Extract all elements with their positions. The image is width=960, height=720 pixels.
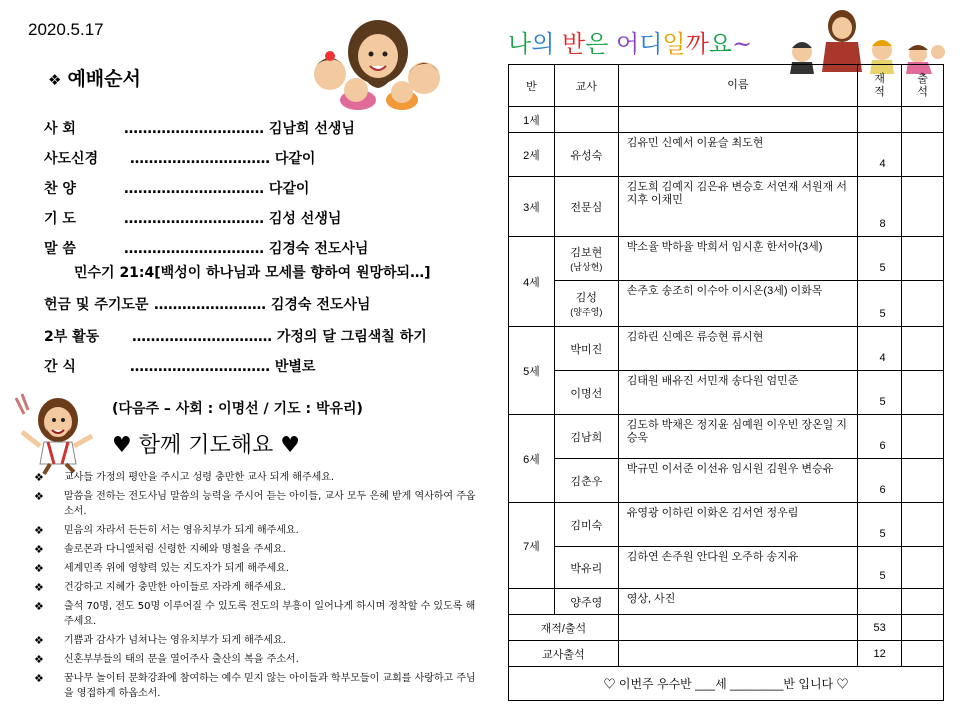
class-children-names: 김유민 신예서 이윤슬 최도현	[618, 133, 857, 177]
class-enrolled-count: 5	[858, 547, 902, 589]
title-char: 까	[685, 30, 709, 58]
order-value: 김경숙 전도사님	[270, 297, 371, 313]
prayer-text: 신혼부부들의 태의 문을 열어주사 출산의 복을 주소서.	[64, 654, 299, 665]
order-row-praise	[44, 178, 309, 198]
class-ban: 6세	[509, 415, 555, 503]
order-dots: …………………………	[130, 151, 270, 167]
class-teacher	[554, 547, 618, 589]
summary-label: 교사출석	[509, 641, 619, 667]
teacher-name: 전문심	[570, 201, 603, 214]
summary-spacer	[618, 641, 857, 667]
class-teacher	[554, 177, 618, 237]
title-char: 일	[662, 30, 686, 58]
order-dots: …………………………	[132, 329, 272, 345]
class-children-names	[618, 107, 857, 133]
prayer-text: 말씀을 전하는 전도사님 말씀의 능력을 주시어 듣는 아이들, 교사 모두 은혜 받게 역사하여 주옵소서.	[64, 491, 476, 517]
class-ban-empty	[509, 589, 555, 615]
order-label: 말 씀	[44, 241, 76, 257]
title-char: 은	[585, 30, 609, 58]
order-dots: ……………………	[154, 297, 266, 313]
class-attendance-table	[508, 64, 944, 701]
class-teacher	[554, 281, 618, 327]
order-row-host	[44, 118, 355, 138]
order-label: 간 식	[44, 359, 76, 375]
class-teacher	[554, 107, 618, 133]
class-children-names: 박규민 이서준 이선유 임시원 김원우 변승유	[618, 459, 857, 503]
header-ban: 반	[509, 65, 555, 107]
order-label: 사도신경	[44, 151, 99, 167]
class-teacher	[554, 415, 618, 459]
title-char: 의	[531, 30, 555, 58]
title-char: 반	[562, 30, 586, 58]
prayer-title: ♥ 함께 기도해요 ♥	[112, 433, 300, 458]
prayer-item	[30, 580, 480, 595]
prayer-text: 꿈나무 놀이터 문화강좌에 참여하는 예수 믿지 않는 아이들과 학부모들이 교회를 사랑하고 주님을 영접하게 하옵소서.	[64, 673, 476, 699]
class-children-names: 김도희 김예지 김은유 변승호 서연재 서원재 서지후 이채민	[618, 177, 857, 237]
order-row-creed	[44, 148, 315, 168]
class-enrolled-count: 4	[858, 133, 902, 177]
class-enrolled-count: 5	[858, 237, 902, 281]
title-char	[554, 30, 562, 58]
class-ban: 5세	[509, 327, 555, 415]
class-teacher	[554, 459, 618, 503]
class-attendance-cell	[902, 371, 944, 415]
class-attendance-cell	[902, 589, 944, 615]
order-dots: …………………………	[130, 359, 270, 375]
teacher-name: 유성숙	[570, 149, 603, 162]
class-row	[509, 177, 944, 237]
header-teacher: 교사	[554, 65, 618, 107]
class-ban: 4세	[509, 237, 555, 327]
order-row-snack	[44, 356, 315, 376]
header-enrolled: 재 적	[858, 65, 902, 107]
diamond-bullet-icon: ❖	[48, 71, 62, 89]
prayer-item	[30, 561, 480, 576]
class-children-names: 손주호 송조히 이수아 이시온(3세) 이화목	[618, 281, 857, 327]
diamond-bullet-icon: ❖	[34, 471, 44, 484]
prayer-text: 세계민족 위에 영향력 있는 지도자가 되게 해주세요.	[64, 563, 290, 574]
class-ban: 2세	[509, 133, 555, 177]
order-value: 다같이	[268, 181, 310, 197]
next-week-notice: (다음주 – 사회 : 이명선 / 기도 : 박유리)	[112, 401, 363, 417]
prayer-item	[30, 523, 480, 538]
prayer-text: 건강하고 지혜가 충만한 아이들로 자라게 해주세요.	[64, 582, 286, 593]
teacher-assistant: (남상현)	[570, 262, 603, 272]
class-ban: 7세	[509, 503, 555, 589]
teacher-name: 김성	[575, 292, 597, 304]
prayer-item	[30, 489, 480, 519]
summary-label: 재적/출석	[509, 615, 619, 641]
title-char	[608, 30, 616, 58]
class-children-names: 김도하 박채은 정지윤 심예원 이우빈 장온일 지승욱	[618, 415, 857, 459]
order-value: 김성 선생님	[268, 211, 342, 227]
class-children-names: 김태원 배유진 서민재 송다원 엄민준	[618, 371, 857, 415]
title-char: 나	[508, 30, 532, 58]
order-label: 사 회	[44, 121, 76, 137]
diamond-bullet-icon: ❖	[34, 490, 44, 503]
teacher-name: 김보현	[570, 247, 603, 259]
diamond-bullet-icon: ❖	[34, 672, 44, 685]
class-row	[509, 107, 944, 133]
class-children-names: 김하린 신예은 류승현 류시현	[618, 327, 857, 371]
prayer-item	[30, 470, 480, 485]
class-teacher	[554, 503, 618, 547]
class-enrolled-count: 6	[858, 415, 902, 459]
order-value: 반별로	[274, 359, 316, 375]
footer-row	[509, 667, 944, 701]
class-teacher	[554, 327, 618, 371]
class-attendance-cell	[902, 107, 944, 133]
class-attendance-cell	[902, 133, 944, 177]
prayer-item	[30, 652, 480, 667]
teacher-name: 박미진	[570, 343, 603, 356]
class-attendance-cell	[902, 281, 944, 327]
class-row	[509, 547, 944, 589]
diamond-bullet-icon: ❖	[34, 600, 44, 613]
prayer-item	[30, 599, 480, 629]
order-value: 가정의 달 그림색칠 하기	[276, 329, 427, 345]
class-enrolled-count	[858, 107, 902, 133]
order-dots: …………………………	[124, 241, 264, 257]
date: 2020.5.17	[28, 20, 104, 39]
prayer-text: 출석 70명, 전도 50명 이루어질 수 있도록 전도의 부흥이 일어나게 하시며 정착할 수 있도록 해주세요.	[64, 601, 476, 627]
order-dots: …………………………	[124, 181, 264, 197]
worship-order-heading: 예배순서	[67, 68, 141, 90]
order-label: 2부 활동	[44, 329, 100, 345]
header-names: 이름	[618, 65, 857, 107]
prayer-item	[30, 671, 480, 701]
class-row	[509, 371, 944, 415]
scripture-reference: 민수기 21:4[백성이 하나님과 모세를 향하여 원망하되…]	[74, 265, 431, 281]
running-jesus-illustration	[14, 390, 100, 476]
order-row-prayer	[44, 208, 341, 228]
title-char: 디	[639, 30, 663, 58]
class-enrolled-count: 6	[858, 459, 902, 503]
order-label: 헌금 및 주기도문	[44, 297, 149, 313]
summary-value: 12	[858, 641, 902, 667]
class-children-names: 유영광 이하린 이화온 김서연 정우림	[618, 503, 857, 547]
teacher-name: 김춘우	[570, 475, 603, 488]
order-row-activity	[44, 326, 427, 346]
teacher-name: 양주영	[570, 596, 603, 609]
class-enrolled-count: 8	[858, 177, 902, 237]
order-value: 김남희 선생님	[268, 121, 355, 137]
class-row	[509, 589, 944, 615]
class-ban: 1세	[509, 107, 555, 133]
class-row	[509, 327, 944, 371]
class-enrolled-count	[858, 589, 902, 615]
order-label: 찬 양	[44, 181, 76, 197]
order-value: 다같이	[274, 151, 316, 167]
teacher-name: 이명선	[570, 387, 603, 400]
diamond-bullet-icon: ❖	[34, 634, 44, 647]
summary-spacer	[618, 615, 857, 641]
summary-attendance	[902, 615, 944, 641]
order-dots: …………………………	[124, 121, 264, 137]
summary-row	[509, 615, 944, 641]
class-enrolled-count: 5	[858, 503, 902, 547]
class-row	[509, 415, 944, 459]
class-row	[509, 133, 944, 177]
jesus-with-children-illustration	[298, 12, 456, 112]
class-row	[509, 459, 944, 503]
class-children-names: 김하연 손주원 안다원 오주하 송지유	[618, 547, 857, 589]
order-value: 김경숙 전도사님	[268, 241, 369, 257]
class-enrolled-count: 5	[858, 371, 902, 415]
class-attendance-cell	[902, 503, 944, 547]
class-attendance-cell	[902, 415, 944, 459]
diamond-bullet-icon: ❖	[34, 524, 44, 537]
best-class-footer: ♡ 이번주 우수반 ___세 ________반 입니다 ♡	[509, 667, 944, 701]
order-row-offering	[44, 294, 370, 314]
summary-row	[509, 641, 944, 667]
class-children-names: 박소율 박하율 박희서 임시훈 한서아(3세)	[618, 237, 857, 281]
class-attendance-cell	[902, 327, 944, 371]
teacher-name: 김남희	[570, 431, 603, 444]
class-row	[509, 281, 944, 327]
class-teacher	[554, 589, 618, 615]
title-char: 어	[616, 30, 640, 58]
summary-attendance	[902, 641, 944, 667]
class-row	[509, 503, 944, 547]
class-enrolled-count: 5	[858, 281, 902, 327]
diamond-bullet-icon: ❖	[34, 581, 44, 594]
diamond-bullet-icon: ❖	[34, 543, 44, 556]
order-row-sermon	[44, 238, 368, 258]
prayer-text: 교사들 가정의 평안을 주시고 성령 충만한 교사 되게 해주세요.	[64, 472, 335, 483]
prayer-item	[30, 633, 480, 648]
prayer-text: 기쁨과 감사가 넘쳐나는 영유치부가 되게 해주세요.	[64, 635, 286, 646]
table-header-row	[509, 65, 944, 107]
title-char: ~	[731, 30, 753, 58]
diamond-bullet-icon: ❖	[34, 653, 44, 666]
teacher-assistant: (양주영)	[570, 307, 603, 317]
table-body	[509, 107, 944, 615]
class-attendance-cell	[902, 177, 944, 237]
teacher-name: 박유리	[570, 562, 603, 575]
prayer-text: 솔로몬과 다니엘처럼 신령한 지혜와 명철을 주세요.	[64, 544, 286, 555]
prayer-list	[30, 470, 480, 705]
class-teacher	[554, 133, 618, 177]
class-teacher	[554, 371, 618, 415]
class-ban: 3세	[509, 177, 555, 237]
header-attendance: 출 석	[902, 65, 944, 107]
order-dots: …………………………	[124, 211, 264, 227]
teacher-name: 김미숙	[570, 519, 603, 532]
order-label: 기 도	[44, 211, 76, 227]
class-attendance-cell	[902, 459, 944, 503]
title-char: 요	[708, 30, 732, 58]
class-enrolled-count: 4	[858, 327, 902, 371]
prayer-text: 믿음의 자라서 든든히 서는 영유치부가 되게 해주세요.	[64, 525, 299, 536]
class-section-title	[508, 24, 752, 59]
worship-order-title	[48, 64, 141, 91]
prayer-item	[30, 542, 480, 557]
class-attendance-cell	[902, 237, 944, 281]
summary-value: 53	[858, 615, 902, 641]
class-row	[509, 237, 944, 281]
class-teacher	[554, 237, 618, 281]
class-children-names: 영상, 사진	[618, 589, 857, 615]
diamond-bullet-icon: ❖	[34, 562, 44, 575]
class-attendance-cell	[902, 547, 944, 589]
